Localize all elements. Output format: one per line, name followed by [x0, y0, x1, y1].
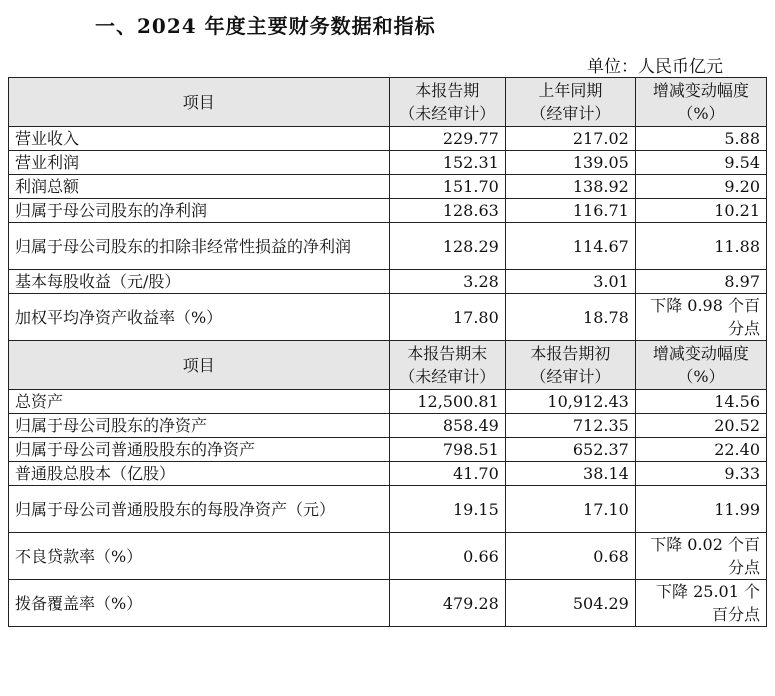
- row-current: 229.77: [389, 127, 505, 151]
- row-label: 基本每股收益（元/股）: [9, 270, 390, 294]
- row-change: 9.54: [635, 151, 766, 175]
- table-row: [9, 462, 767, 486]
- row-label: 归属于母公司股东的净资产: [9, 414, 390, 438]
- row-prior: 504.29: [505, 580, 635, 627]
- table-header-row: [9, 78, 767, 127]
- unit-label: 单位：人民币亿元: [587, 57, 723, 77]
- row-label: 加权平均净资产收益率（%）: [9, 294, 390, 341]
- header-change-line1: 增减变动幅度: [652, 81, 749, 100]
- row-prior: 17.10: [505, 486, 635, 533]
- row-label: 归属于母公司普通股股东的净资产: [9, 438, 390, 462]
- table-row: [9, 438, 767, 462]
- row-label: 不良贷款率（%）: [9, 533, 390, 580]
- table-row: [9, 270, 767, 294]
- row-label: 归属于母公司股东的扣除非经常性损益的净利润: [9, 223, 390, 270]
- table-row: [9, 175, 767, 199]
- row-current: 798.51: [389, 438, 505, 462]
- row-prior: 10,912.43: [505, 390, 635, 414]
- row-label: 总资产: [9, 390, 390, 414]
- row-change: 20.52: [635, 414, 766, 438]
- row-prior: 38.14: [505, 462, 635, 486]
- header-current-period: [389, 78, 505, 127]
- row-prior: 138.92: [505, 175, 635, 199]
- row-prior: 116.71: [505, 199, 635, 223]
- header-period-end: [389, 341, 505, 390]
- financial-table: [8, 77, 767, 627]
- row-change: 9.20: [635, 175, 766, 199]
- table-row: [9, 127, 767, 151]
- table-row: [9, 294, 767, 341]
- row-current: 3.28: [389, 270, 505, 294]
- table-row: [9, 151, 767, 175]
- header-current-line1: 本报告期: [415, 81, 480, 100]
- header-change-line1: 增减变动幅度: [652, 344, 749, 363]
- header-period-start: [505, 341, 635, 390]
- row-prior: 139.05: [505, 151, 635, 175]
- header-prior-line2: （经审计）: [530, 104, 611, 123]
- row-prior: 18.78: [505, 294, 635, 341]
- row-current: 128.29: [389, 223, 505, 270]
- row-label: 拨备覆盖率（%）: [9, 580, 390, 627]
- row-change: 11.99: [635, 486, 766, 533]
- header-change-line2: （%）: [677, 367, 725, 386]
- row-change: 10.21: [635, 199, 766, 223]
- row-current: 0.66: [389, 533, 505, 580]
- row-current: 151.70: [389, 175, 505, 199]
- row-current: 858.49: [389, 414, 505, 438]
- row-change: 14.56: [635, 390, 766, 414]
- header-prior-period: [505, 78, 635, 127]
- row-change: 下降 0.02 个百分点: [635, 533, 766, 580]
- header-period-end-line1: 本报告期末: [407, 344, 488, 363]
- row-prior: 652.37: [505, 438, 635, 462]
- row-change: 11.88: [635, 223, 766, 270]
- row-change: 5.88: [635, 127, 766, 151]
- header-item: 项目: [9, 78, 390, 127]
- row-change: 8.97: [635, 270, 766, 294]
- row-label: 归属于母公司普通股股东的每股净资产（元）: [9, 486, 390, 533]
- row-current: 152.31: [389, 151, 505, 175]
- row-label: 利润总额: [9, 175, 390, 199]
- row-change: 22.40: [635, 438, 766, 462]
- header-current-line2: （未经审计）: [399, 104, 496, 123]
- table-row: [9, 199, 767, 223]
- header-period-end-line2: （未经审计）: [399, 367, 496, 386]
- table-row: [9, 486, 767, 533]
- table-header-row: [9, 341, 767, 390]
- header-period-start-line1: 本报告期初: [530, 344, 611, 363]
- row-change: 下降 0.98 个百分点: [635, 294, 766, 341]
- table-row: [9, 533, 767, 580]
- header-change-line2: （%）: [677, 104, 725, 123]
- row-change: 9.33: [635, 462, 766, 486]
- table-row: [9, 390, 767, 414]
- header-period-start-line2: （经审计）: [530, 367, 611, 386]
- row-prior: 3.01: [505, 270, 635, 294]
- row-prior: 712.35: [505, 414, 635, 438]
- header-prior-line1: 上年同期: [538, 81, 603, 100]
- row-prior: 217.02: [505, 127, 635, 151]
- table-row: [9, 223, 767, 270]
- row-current: 12,500.81: [389, 390, 505, 414]
- header-item: 项目: [9, 341, 390, 390]
- row-current: 479.28: [389, 580, 505, 627]
- row-current: 128.63: [389, 199, 505, 223]
- row-current: 19.15: [389, 486, 505, 533]
- row-change: 下降 25.01 个百分点: [635, 580, 766, 627]
- row-label: 营业利润: [9, 151, 390, 175]
- row-current: 41.70: [389, 462, 505, 486]
- table-row: [9, 414, 767, 438]
- row-prior: 0.68: [505, 533, 635, 580]
- row-current: 17.80: [389, 294, 505, 341]
- row-label: 普通股总股本（亿股）: [9, 462, 390, 486]
- row-label: 归属于母公司股东的净利润: [9, 199, 390, 223]
- row-prior: 114.67: [505, 223, 635, 270]
- header-change: [635, 78, 766, 127]
- section-title: 一、2024 年度主要财务数据和指标: [95, 14, 436, 38]
- table-row: [9, 580, 767, 627]
- header-change: [635, 341, 766, 390]
- row-label: 营业收入: [9, 127, 390, 151]
